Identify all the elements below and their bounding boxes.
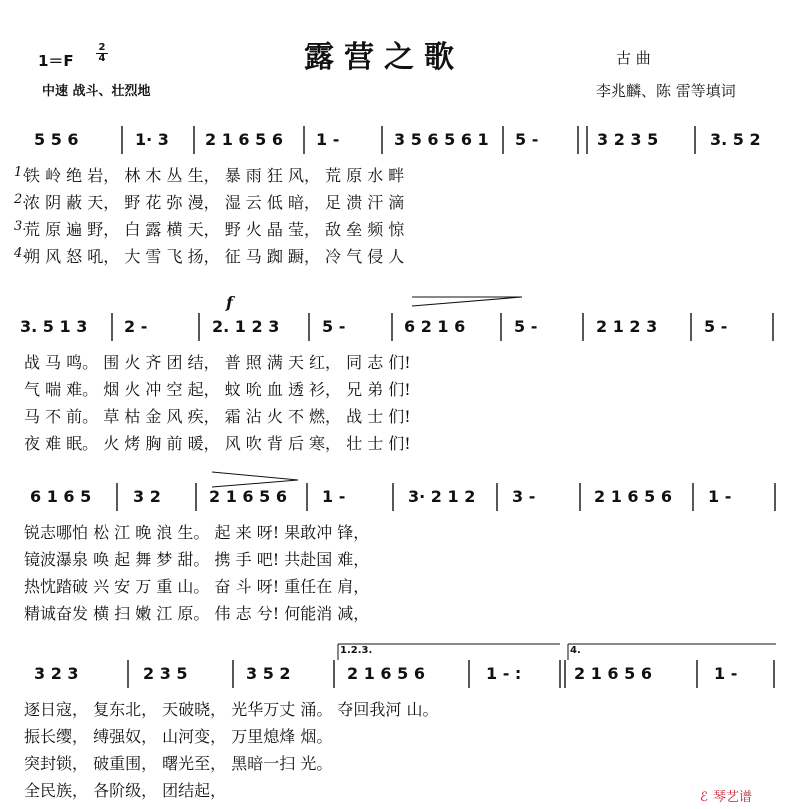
composer-credit: 古 曲 — [616, 49, 651, 67]
note-group: 3 5 6 5 6 1 — [394, 130, 489, 149]
lyric-line: 铁 岭 绝 岩， 林 木 丛 生， 暴 雨 狂 风， 荒 原 水 畔 — [24, 166, 405, 185]
lyric-line: 气 喘 难。 烟 火 冲 空 起， 蚊 吮 血 透 衫， 兄 弟 们! — [24, 380, 411, 399]
tempo-marking: 中速 战斗、壮烈地 — [42, 84, 151, 99]
note-group: 5 - — [322, 317, 346, 336]
note-group: 2. 1 2 3 — [212, 317, 280, 336]
note-group: 2 1 2 3 — [596, 317, 658, 336]
lyric-line: 锐志哪怕 松 江 晚 浪 生。 起 来 呀! 果敢冲 锋， — [24, 523, 370, 542]
note-group: 2 1 6 5 6 — [205, 130, 283, 149]
note-group: 3· 2 1 2 — [408, 487, 476, 506]
lyric-line: 镜波瀑泉 唤 起 舞 梦 甜。 携 手 吧! 共赴国 难， — [24, 550, 370, 569]
logo-text: 琴艺谱 — [712, 790, 752, 805]
lyric-line: 荒 原 遍 野， 白 露 横 天， 野 火 晶 莹， 敌 垒 频 惊 — [24, 220, 405, 239]
note-group: 2 1 6 5 6 — [347, 664, 425, 683]
lyric-line: 逐日寇， 复东北， 天破晓， 光华万丈 涌。 夺回我河 山。 — [24, 700, 439, 719]
note-group: 3 2 — [133, 487, 161, 506]
note-group: 1· 3 — [135, 130, 169, 149]
watermark-logo — [700, 786, 752, 805]
note-group: 3 - — [512, 487, 536, 506]
note-group: 5 - — [704, 317, 728, 336]
lyric-line: 战 马 鸣。 围 火 齐 团 结， 普 照 满 天 红， 同 志 们! — [24, 353, 411, 372]
hairpin — [212, 472, 298, 480]
volta-label: 4. — [570, 645, 581, 656]
hairpin — [212, 480, 298, 487]
note-group: 5 - — [515, 130, 539, 149]
note-group: 2 3 5 — [143, 664, 188, 683]
note-group: 2 1 6 5 6 — [594, 487, 672, 506]
dynamic-marking: f — [226, 293, 233, 312]
verse-number: 2. — [14, 192, 27, 207]
note-group: 1 - — [322, 487, 346, 506]
song-title: 露营之歌 — [304, 40, 464, 75]
note-group: 2 1 6 5 6 — [574, 664, 652, 683]
lyric-line: 全民族， 各阶级， 团结起， — [24, 781, 227, 800]
verse-number: 4. — [14, 246, 27, 261]
lyric-line: 夜 难 眠。 火 烤 胸 前 暖， 风 吹 背 后 寒， 壮 士 们! — [24, 434, 411, 453]
lyric-line: 马 不 前。 草 枯 金 风 疾， 霜 沾 火 不 燃， 战 士 们! — [24, 407, 411, 426]
time-denominator: 4 — [98, 53, 106, 64]
key-signature: 1＝F — [38, 52, 74, 70]
note-group: 3. 5 2 — [710, 130, 761, 149]
note-group: 1 - — [708, 487, 732, 506]
note-group: 2 1 6 5 6 — [209, 487, 287, 506]
volta-label: 1.2.3. — [340, 645, 373, 656]
lyric-line: 精诚奋发 横 扫 嫩 江 原。 伟 志 兮! 何能消 减， — [24, 604, 370, 623]
verse-number: 1. — [14, 165, 27, 180]
note-group: 1 - — [714, 664, 738, 683]
lyricist-credit: 李兆麟、陈 雷等填词 — [596, 82, 736, 100]
lyric-line: 热忱踏破 兴 安 万 重 山。 奋 斗 呀! 重任在 肩， — [24, 577, 370, 596]
verse-number: 3. — [14, 219, 27, 234]
note-group: 3. 5 1 3 — [20, 317, 88, 336]
lyric-line: 突封锁， 破重围， 曙光至， 黑暗一扫 光。 — [24, 754, 333, 773]
lyric-line: 振长缨， 缚强奴， 山河变， 万里熄烽 烟。 — [24, 727, 333, 746]
note-group: 3 2 3 5 — [597, 130, 659, 149]
note-group: 1 - : — [486, 664, 522, 683]
note-group: 3 5 2 — [246, 664, 291, 683]
logo-mark-icon: ℰ — [700, 790, 708, 805]
note-group: 1 - — [316, 130, 340, 149]
note-group: 6 2 1 6 — [404, 317, 466, 336]
note-group: 5 5 6 — [34, 130, 79, 149]
note-group: 6 1 6 5 — [30, 487, 92, 506]
lyric-line: 朔 风 怒 吼， 大 雪 飞 扬， 征 马 踟 蹰， 冷 气 侵 人 — [24, 247, 405, 266]
note-group: 5 - — [514, 317, 538, 336]
note-group: 2 - — [124, 317, 148, 336]
hairpin — [412, 297, 522, 306]
lyric-line: 浓 阴 蔽 天， 野 花 弥 漫， 湿 云 低 暗， 足 溃 汗 滴 — [24, 193, 405, 212]
note-group: 3 2 3 — [34, 664, 79, 683]
time-numerator: 2 — [98, 42, 106, 53]
